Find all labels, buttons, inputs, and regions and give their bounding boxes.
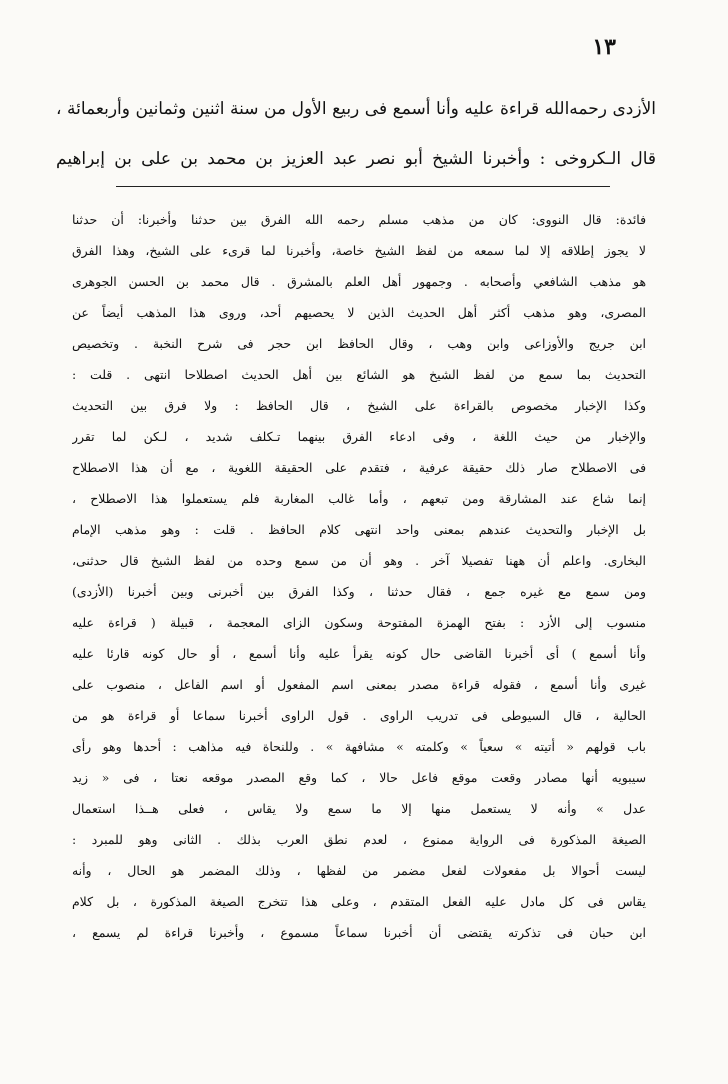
main-text [56,84,656,184]
main-text-line: الأزدى رحمه‌الله قراءة عليه وأنا أسمع فى ربيع الأول من سنة اثنين وثمانين وأربعمائة ، [56,99,656,119]
commentary-line: غيرى وأنا أسمع ، فقوله قراءة مصدر بمعنى اسم المفعول أو اسم الفاعل ، منصوب على [72,677,646,692]
commentary-text [72,204,646,948]
commentary-line: ليست أحوالا بل مفعولات لفعل مضمر من لفظها ، وذلك المضمر هو الحال ، وأنه [72,863,646,878]
commentary-line: التحديث بما سمع من لفظ الشيخ هو الشائع بين أهل الحديث اصطلاحا انتهى . قلت : [72,367,646,382]
commentary-line: يقاس فى كل مادل عليه الفعل المتقدم ، وعلى هذا تتخرج الصيغة المذكورة ، بل كلام [72,894,646,909]
commentary-line: المصرى، وهو مذهب أكثر أهل الحديث الذين لا يحصيهم أحد، وروى هذا المذهب أيضاً عن [72,305,646,320]
commentary-line: سيبويه أنها مصادر وقعت موقع فاعل حالا ، كما وقع المصدر موقعه نعتا ، فى « زيد [72,770,646,785]
commentary-line: ومن سمع مع غيره جمع ، فقال حدثنا ، وكذا الفرق بين أخبرنى وبين أخبرنا (الأزدى) [72,584,646,599]
page-number: ١٣ [592,34,616,60]
commentary-line: بل الإخبار والتحديث عندهم بمعنى واحد انتهى كلام الحافظ . قلت : وهو مذهب الإمام [72,522,646,537]
commentary-line: الحالية ، قال السيوطى فى تدريب الراوى . قول الراوى أخبرنا سماعا أو قراءة هو من [72,708,646,723]
commentary-line: منسوب إلى الأزد : بفتح الهمزة المفتوحة وسكون الزاى المعجمة ، قبيلة ( قراءة عليه [72,615,646,630]
commentary-line: وكذا الإخبار مخصوص بالقراءة على الشيخ ، قال الحافظ : ولا فرق بين التحديث [72,398,646,413]
footnote-divider [116,186,610,187]
commentary-line: لا يجوز إطلاقه إلا لما سمعه من لفظ الشيخ خاصة، وأخبرنا لما قرىء على الشيخ، وهذا الفرق [72,243,646,258]
commentary-line: والإخبار من حيث اللغة ، وفى ادعاء الفرق بينهما تـكلف شديد ، لـكن لما تقرر [72,429,646,444]
commentary-line: فائدة: قال النووى: كان من مذهب مسلم رحمه الله الفرق بين حدثنا وأخبرنا: أن حدثنا [72,212,646,227]
commentary-line: هو مذهب الشافعي وأصحابه . وجمهور أهل العلم بالمشرق . قال محمد بن الحسن الجوهرى [72,274,646,289]
main-text-line: قال الـكروخى : وأخبرنا الشيخ أبو نصر عبد العزيز بن محمد بن على بن إبراهيم [56,149,656,169]
commentary-line: الصيغة المذكورة فى الرواية ممنوع ، لعدم نطق العرب بذلك . الثانى وهو للمبرد : [72,832,646,847]
commentary-line: إنما شاع عند المشارقة ومن تبعهم ، وأما غالب المغاربة فلم يستعملوا هذا الاصطلاح ، [72,491,646,506]
commentary-line: وأنا أسمع ) أى أخبرنا القاضى حال كونه يقرأ عليه وأنا أسمع ، أو حال كونه قارئا عليه [72,646,646,661]
commentary-line: ابن حبان فى تذكرته يقتضى أن أخبرنا سماعاً مسموع ، وأخبرنا قراءة لم يسمع ، [72,925,646,940]
commentary-line: عدل » وأنه لا يستعمل منها إلا ما سمع ولا يقاس ، فعلى هــذا استعمال [72,801,646,816]
commentary-line: ابن جريج والأوزاعى وابن وهب ، وقال الحافظ ابن حجر فى شرح النخبة . وتخصيص [72,336,646,351]
commentary-line: البخارى. واعلم أن ههنا تفصيلا آخر . وهو أن من سمع وحده من لفظ الشيخ قال حدثنى، [72,553,646,568]
commentary-line: باب قولهم « أتيته » سعياً » وكلمته » مشافهة » . وللنحاة فيه مذاهب : أحدها وهو رأى [72,739,646,754]
commentary-line: فى الاصطلاح صار ذلك حقيقة عرفية ، فتقدم على الحقيقة اللغوية ، مع أن هذا الاصطلاح [72,460,646,475]
